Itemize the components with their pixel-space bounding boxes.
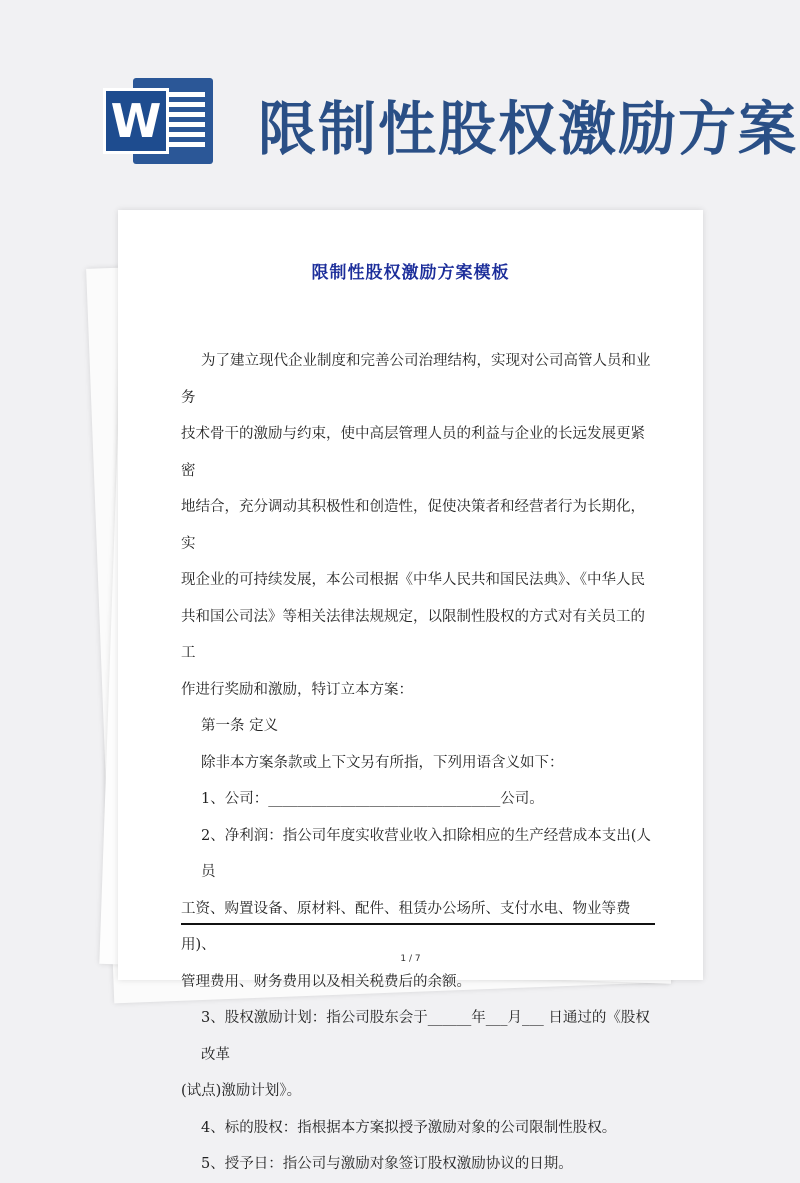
word-doc-lines xyxy=(165,92,205,152)
article-heading: 第一条 定义 xyxy=(201,718,279,734)
document-title: 限制性股权激励方案模板 xyxy=(311,263,510,283)
body-line: 除非本方案条款或上下文另有所指，下列用语含义如下： xyxy=(201,754,564,771)
definition-item: 5、授予日：指公司与激励对象签订股权激励协议的日期。 xyxy=(201,1156,573,1172)
document-page xyxy=(118,210,703,1172)
definition-item: 1、公司：________________________________公司。 xyxy=(201,791,544,807)
definition-item: 3、股权激励计划：指公司股东会于______年___月___ 日通过的《股权改革 xyxy=(201,1010,650,1063)
footer-divider xyxy=(181,923,655,925)
word-logo-icon xyxy=(103,78,215,164)
body-line: 作进行奖励和激励，特订立本方案： xyxy=(181,681,413,698)
word-letter: W xyxy=(103,88,169,154)
body-line: 共和国公司法》等相关法律法规规定，以限制性股权的方式对有关员工的工 xyxy=(181,608,645,661)
definition-item: 4、标的股权：指根据本方案拟授予激励对象的公司限制性股权。 xyxy=(201,1119,617,1136)
body-line: 工资、购置设备、原材料、配件、租赁办公场所、支付水电、物业等费用)、 xyxy=(181,900,631,953)
body-line: 现企业的可持续发展，本公司根据《中华人民共和国民法典》、《中华人民 xyxy=(181,572,645,588)
banner-title: 限制性股权激励方案 xyxy=(258,95,799,163)
banner xyxy=(0,0,800,200)
body-line: (试点)激励计划》。 xyxy=(181,1083,302,1099)
body-line: 管理费用、财务费用以及相关税费后的余额。 xyxy=(181,973,471,990)
body-line: 技术骨干的激励与约束，使中高层管理人员的利益与企业的长远发展更紧密 xyxy=(181,426,645,479)
document-body xyxy=(181,343,653,1183)
definition-item: 2、净利润：指公司年度实收营业收入扣除相应的生产经营成本支出(人员 xyxy=(201,827,651,880)
body-line: 地结合，充分调动其积极性和创造性，促使决策者和经营者行为长期化，实 xyxy=(181,499,645,552)
page-number: 1 / 7 xyxy=(400,954,421,964)
body-line: 为了建立现代企业制度和完善公司治理结构，实现对公司高管人员和业务 xyxy=(181,353,651,406)
